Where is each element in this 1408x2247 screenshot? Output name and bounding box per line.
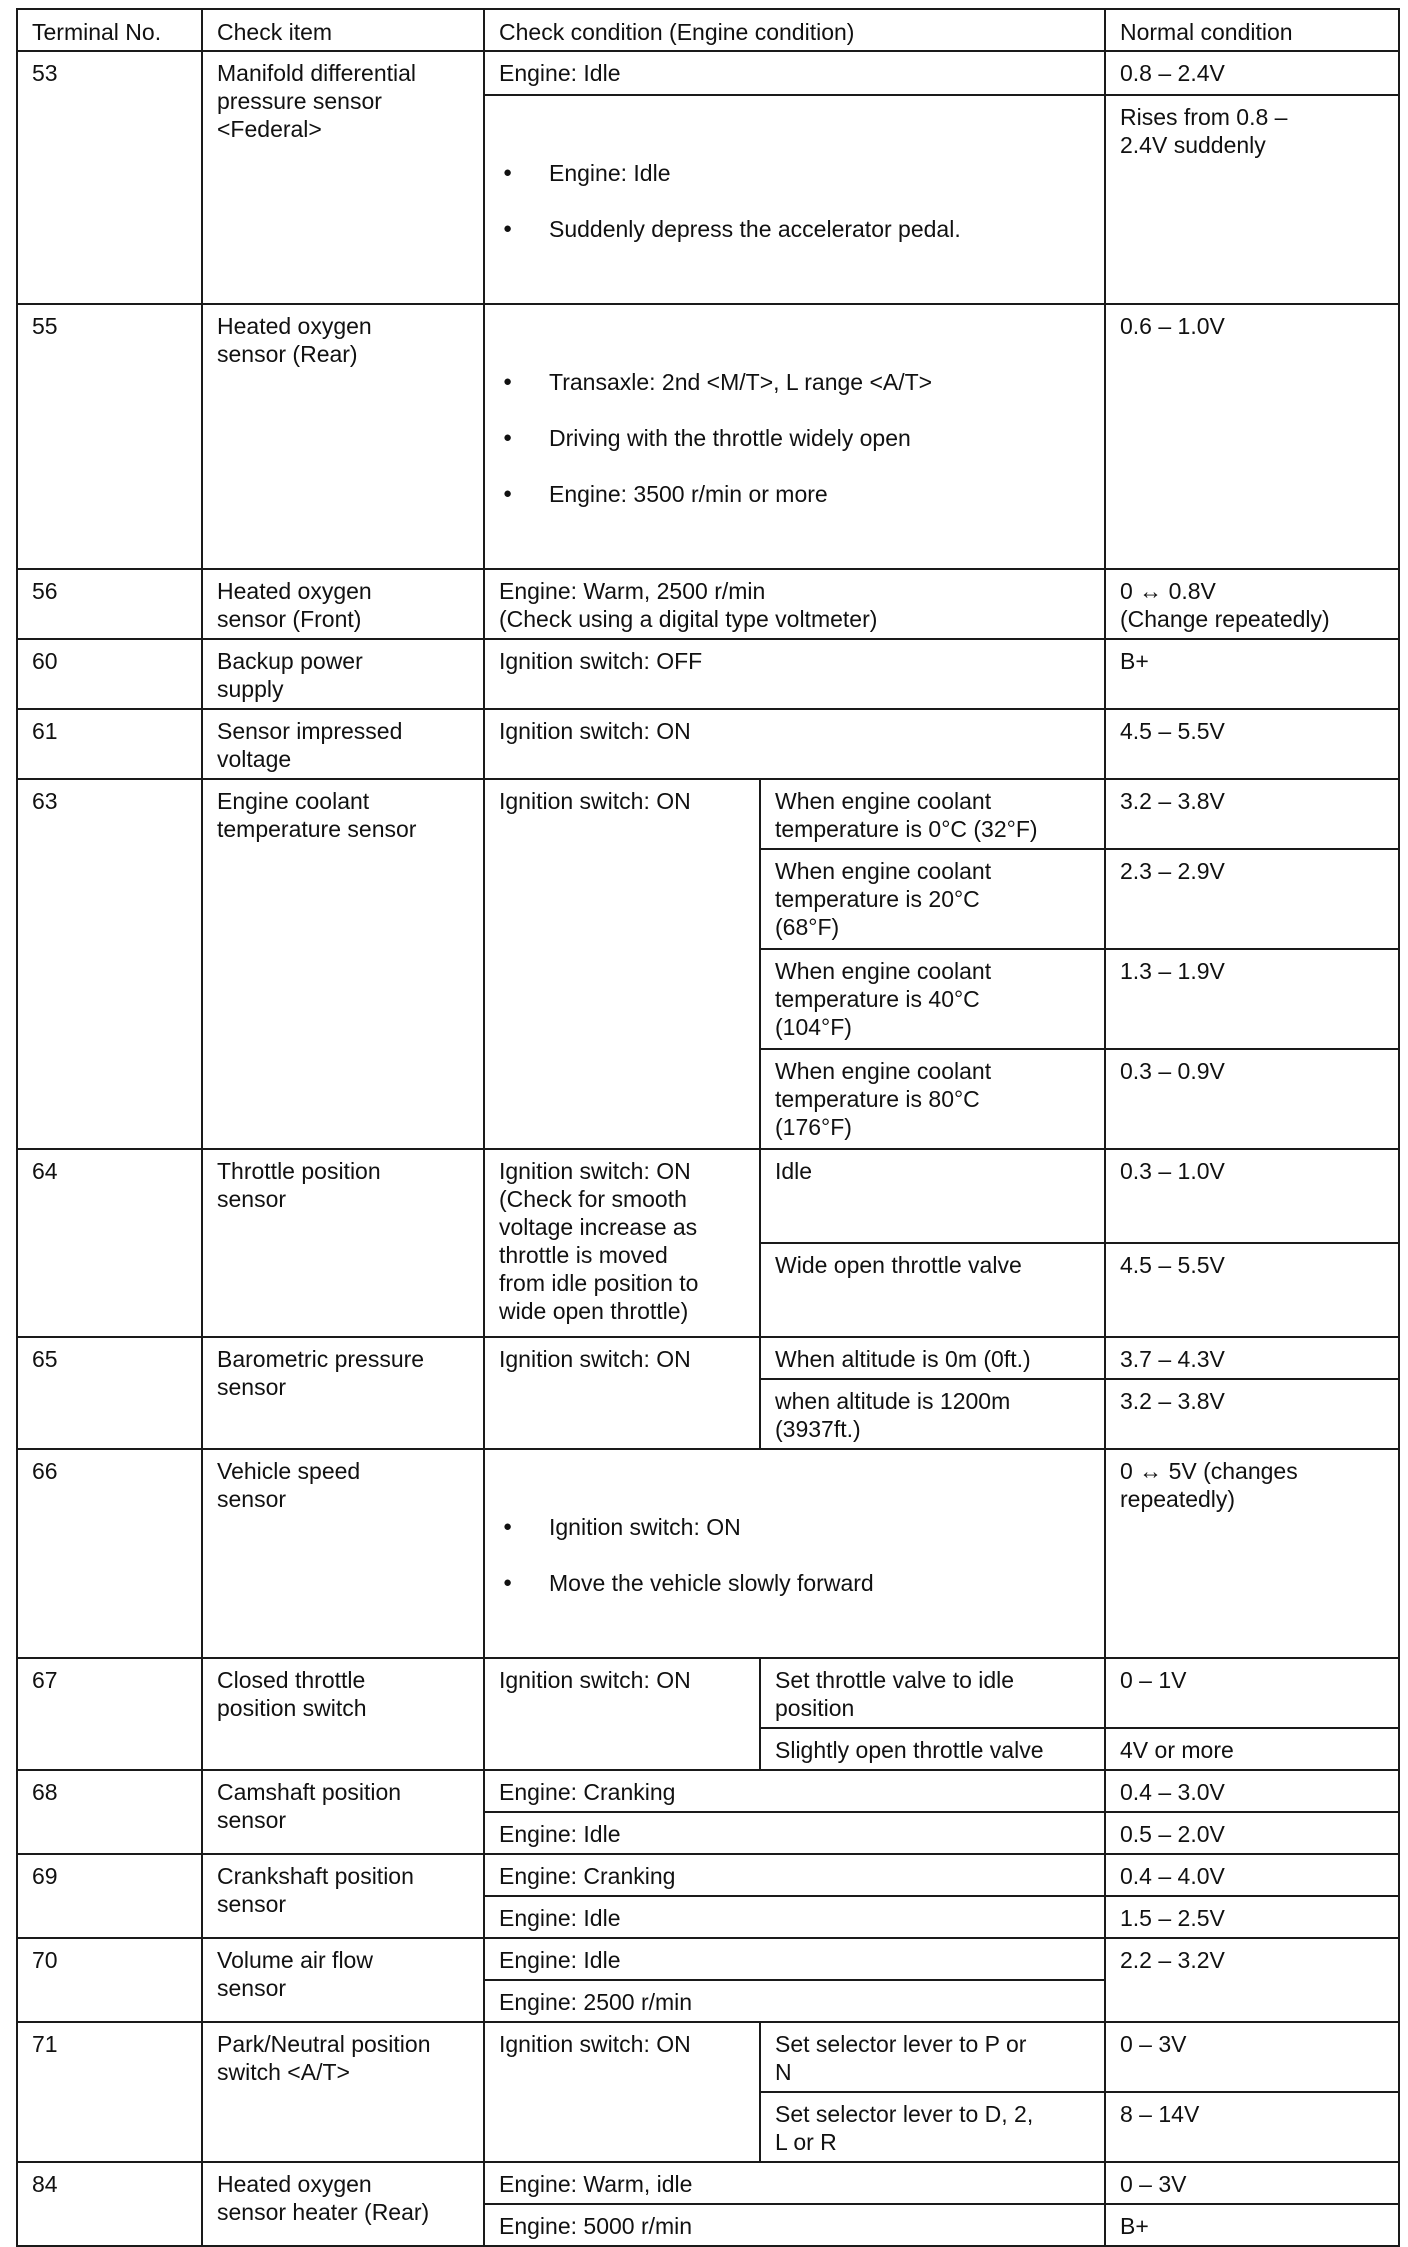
table-row	[17, 1337, 1399, 1379]
terminal-cell: 70	[17, 1938, 202, 2022]
bullet-item: ● Move the vehicle slowly forward	[499, 1569, 1092, 1597]
normal-cell: 2.3 – 2.9V	[1105, 849, 1399, 949]
terminal-cell: 67	[17, 1658, 202, 1770]
condition-cell: Ignition switch: ON	[484, 1337, 760, 1449]
normal-cell: 3.2 – 3.8V	[1105, 1379, 1399, 1449]
condition-bullet-list	[499, 1485, 1092, 1625]
terminal-check-table	[16, 8, 1400, 2247]
bullet-item: ● Ignition switch: ON	[499, 1513, 1092, 1541]
condition-bullet-list	[499, 131, 1092, 271]
terminal-cell: 64	[17, 1149, 202, 1337]
condition-cell: Engine: Idle	[484, 1896, 1105, 1938]
bullet-item: ● Suddenly depress the accelerator pedal.	[499, 215, 1092, 243]
terminal-cell: 84	[17, 2162, 202, 2246]
table-row	[17, 709, 1399, 779]
sub-condition-cell: Set selector lever to D, 2, L or R	[760, 2092, 1105, 2162]
normal-cell: Rises from 0.8 – 2.4V suddenly	[1105, 95, 1399, 304]
check-item-cell: Camshaft position sensor	[202, 1770, 484, 1854]
normal-cell: 8 – 14V	[1105, 2092, 1399, 2162]
check-item-cell: Heated oxygen sensor (Front)	[202, 569, 484, 639]
sub-condition-cell: Slightly open throttle valve	[760, 1728, 1105, 1770]
condition-cell: Engine: Idle	[484, 51, 1105, 95]
normal-cell: 0.5 – 2.0V	[1105, 1812, 1399, 1854]
check-item-cell: Vehicle speed sensor	[202, 1449, 484, 1658]
condition-cell: Engine: Warm, idle	[484, 2162, 1105, 2204]
header-check-item: Check item	[202, 9, 484, 51]
table-row	[17, 569, 1399, 639]
condition-cell: Engine: 5000 r/min	[484, 2204, 1105, 2246]
normal-cell: 4.5 – 5.5V	[1105, 1243, 1399, 1337]
normal-cell: 0.6 – 1.0V	[1105, 304, 1399, 569]
condition-cell: Ignition switch: ON	[484, 779, 760, 1149]
normal-cell: 0 ↔ 0.8V (Change repeatedly)	[1105, 569, 1399, 639]
condition-cell	[484, 95, 1105, 304]
header-normal-condition: Normal condition	[1105, 9, 1399, 51]
table-row	[17, 304, 1399, 569]
condition-cell: Engine: 2500 r/min	[484, 1980, 1105, 2022]
condition-cell: Engine: Idle	[484, 1812, 1105, 1854]
table-row	[17, 779, 1399, 849]
check-item-cell: Volume air flow sensor	[202, 1938, 484, 2022]
terminal-check-table-container	[16, 8, 1400, 2247]
bullet-item: ● Driving with the throttle widely open	[499, 424, 1092, 452]
table-row	[17, 639, 1399, 709]
condition-cell: Ignition switch: OFF	[484, 639, 1105, 709]
terminal-cell: 66	[17, 1449, 202, 1658]
normal-cell: 0.4 – 4.0V	[1105, 1854, 1399, 1896]
terminal-cell: 65	[17, 1337, 202, 1449]
normal-cell: B+	[1105, 2204, 1399, 2246]
normal-cell: 2.2 – 3.2V	[1105, 1938, 1399, 2022]
check-item-cell: Park/Neutral position switch <A/T>	[202, 2022, 484, 2162]
normal-cell: 3.2 – 3.8V	[1105, 779, 1399, 849]
check-item-cell: Manifold differential pressure sensor <Federal>	[202, 51, 484, 304]
terminal-cell: 63	[17, 779, 202, 1149]
normal-cell: 0 – 1V	[1105, 1658, 1399, 1728]
condition-cell	[484, 1449, 1105, 1658]
condition-bullet-list	[499, 340, 1092, 536]
normal-cell: 0 – 3V	[1105, 2162, 1399, 2204]
check-item-cell: Crankshaft position sensor	[202, 1854, 484, 1938]
normal-cell: 1.3 – 1.9V	[1105, 949, 1399, 1049]
condition-cell: Engine: Cranking	[484, 1770, 1105, 1812]
bullet-item: ● Engine: Idle	[499, 159, 1092, 187]
normal-cell: 3.7 – 4.3V	[1105, 1337, 1399, 1379]
check-item-cell: Closed throttle position switch	[202, 1658, 484, 1770]
condition-cell: Engine: Cranking	[484, 1854, 1105, 1896]
normal-cell: 0.8 – 2.4V	[1105, 51, 1399, 95]
table-row	[17, 1449, 1399, 1658]
normal-cell: 4.5 – 5.5V	[1105, 709, 1399, 779]
sub-condition-cell: When engine coolant temperature is 40°C (104°F)	[760, 949, 1105, 1049]
terminal-cell: 53	[17, 51, 202, 304]
check-item-cell: Heated oxygen sensor (Rear)	[202, 304, 484, 569]
condition-cell: Ignition switch: ON	[484, 2022, 760, 2162]
terminal-cell: 68	[17, 1770, 202, 1854]
terminal-cell: 60	[17, 639, 202, 709]
sub-condition-cell: Set selector lever to P or N	[760, 2022, 1105, 2092]
sub-condition-cell: when altitude is 1200m (3937ft.)	[760, 1379, 1105, 1449]
condition-cell: Engine: Idle	[484, 1938, 1105, 1980]
table-row	[17, 51, 1399, 95]
terminal-cell: 61	[17, 709, 202, 779]
table-row	[17, 2022, 1399, 2092]
sub-condition-cell: Wide open throttle valve	[760, 1243, 1105, 1337]
table-row	[17, 1854, 1399, 1896]
normal-cell: 0.4 – 3.0V	[1105, 1770, 1399, 1812]
sub-condition-cell: When altitude is 0m (0ft.)	[760, 1337, 1105, 1379]
header-terminal: Terminal No.	[17, 9, 202, 51]
condition-cell: Ignition switch: ON (Check for smooth voltage increase as throttle is moved from idle position to wide open throttle)	[484, 1149, 760, 1337]
sub-condition-cell: When engine coolant temperature is 80°C (176°F)	[760, 1049, 1105, 1149]
normal-cell: 0.3 – 0.9V	[1105, 1049, 1399, 1149]
check-item-cell: Barometric pressure sensor	[202, 1337, 484, 1449]
normal-cell: 1.5 – 2.5V	[1105, 1896, 1399, 1938]
check-item-cell: Sensor impressed voltage	[202, 709, 484, 779]
terminal-cell: 71	[17, 2022, 202, 2162]
normal-cell: 0 – 3V	[1105, 2022, 1399, 2092]
check-item-cell: Engine coolant temperature sensor	[202, 779, 484, 1149]
terminal-cell: 69	[17, 1854, 202, 1938]
condition-cell: Ignition switch: ON	[484, 1658, 760, 1770]
terminal-cell: 56	[17, 569, 202, 639]
bullet-item: ● Transaxle: 2nd <M/T>, L range <A/T>	[499, 368, 1092, 396]
header-check-condition: Check condition (Engine condition)	[484, 9, 1105, 51]
check-item-cell: Backup power supply	[202, 639, 484, 709]
condition-cell: Engine: Warm, 2500 r/min (Check using a digital type voltmeter)	[484, 569, 1105, 639]
table-row	[17, 2162, 1399, 2204]
normal-cell: 0.3 – 1.0V	[1105, 1149, 1399, 1243]
normal-cell: 0 ↔ 5V (changes repeatedly)	[1105, 1449, 1399, 1658]
normal-cell: 4V or more	[1105, 1728, 1399, 1770]
terminal-cell: 55	[17, 304, 202, 569]
check-item-cell: Throttle position sensor	[202, 1149, 484, 1337]
table-row	[17, 1938, 1399, 1980]
sub-condition-cell: When engine coolant temperature is 0°C (32°F)	[760, 779, 1105, 849]
condition-cell	[484, 304, 1105, 569]
sub-condition-cell: When engine coolant temperature is 20°C (68°F)	[760, 849, 1105, 949]
bullet-item: ● Engine: 3500 r/min or more	[499, 480, 1092, 508]
table-row	[17, 1658, 1399, 1728]
sub-condition-cell: Idle	[760, 1149, 1105, 1243]
sub-condition-cell: Set throttle valve to idle position	[760, 1658, 1105, 1728]
header-row	[17, 9, 1399, 51]
table-row	[17, 1149, 1399, 1243]
normal-cell: B+	[1105, 639, 1399, 709]
check-item-cell: Heated oxygen sensor heater (Rear)	[202, 2162, 484, 2246]
condition-cell: Ignition switch: ON	[484, 709, 1105, 779]
